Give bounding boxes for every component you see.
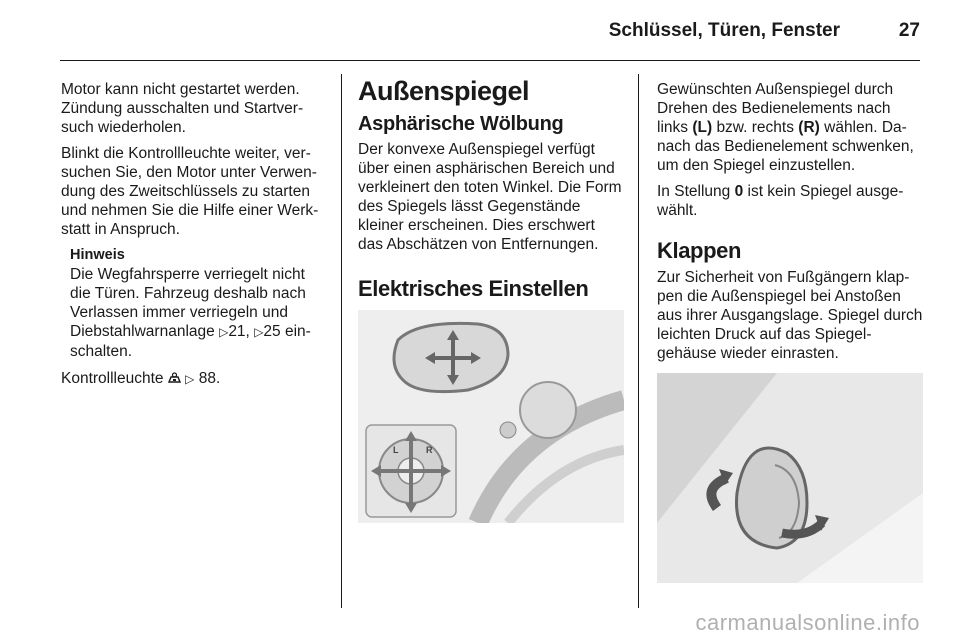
section-heading: Außenspiegel xyxy=(358,76,530,106)
note-title: Hinweis xyxy=(70,247,125,263)
reference-arrow-icon: ▷ xyxy=(254,325,264,339)
subsection-heading: Asphärische Wölbung xyxy=(358,113,564,135)
text-run: wählen. Danach das Bedienelement schwenken, um den Spiegel einzustellen. xyxy=(657,119,914,174)
page-reference[interactable]: 21, xyxy=(228,323,250,340)
reference-arrow-icon: ▷ xyxy=(185,372,195,386)
paragraph xyxy=(61,369,329,389)
watermark: carmanualsonline.info xyxy=(695,610,920,635)
knob-label-left: L xyxy=(393,445,399,455)
text-run: In Stellung xyxy=(657,183,731,200)
mirror-fold-illustration xyxy=(657,373,923,583)
reference-arrow-icon: ▷ xyxy=(219,325,229,339)
column-2 xyxy=(358,76,624,523)
text-run: Gewünschten Außenspiegel durch Drehen des Bedienelements nach links xyxy=(657,81,894,136)
text-run: ist kein Spiegel ausgewählt. xyxy=(657,183,904,219)
text-run-bold: (R) xyxy=(798,119,820,136)
knob-label-right: R xyxy=(426,445,433,455)
note-box xyxy=(70,246,329,361)
mirror-control-illustration xyxy=(358,310,624,523)
paragraph: Zur Sicherheit von Fußgängern klappen die Außenspiegel bei Anstoßen aus ihrer Ausgangslage. Spiegel durch leichten Druck auf das Spiegelgehäuse wieder einrasten. xyxy=(657,269,923,362)
paragraph xyxy=(657,80,923,175)
paragraph: Der konvexe Außenspiegel verfügt über einen asphärischen Bereich und verkleinert den toten Winkel. Die Form des Spiegels lässt Gegenstände kleiner erscheinen. Dies erschwert das Abschätzen von Entfernungen. xyxy=(358,141,622,253)
indicator-label: Kontrollleuchte xyxy=(61,370,164,387)
column-1 xyxy=(61,80,329,396)
paragraph xyxy=(657,182,923,220)
note-text-a: Die Wegfahrsperre verriegelt nicht die Türen. Fahrzeug deshalb nach Verlassen immer verriegeln und Diebstahlwarnanlage xyxy=(70,266,306,340)
page-reference[interactable]: 88. xyxy=(198,370,221,387)
paragraph: Blinkt die Kontrollleuchte weiter, versuchen Sie, den Motor unter Verwendung des Zweitschlüssels zu starten und nehmen Sie die Hilfe einer Werkstatt in Anspruch. xyxy=(61,145,319,238)
column-divider xyxy=(341,74,342,608)
subsection-heading: Klappen xyxy=(657,238,741,263)
text-run-bold: (L) xyxy=(692,119,713,136)
text-run-bold: 0 xyxy=(734,183,744,200)
header-title: Schlüssel, Türen, Fenster xyxy=(608,20,840,41)
column-divider xyxy=(638,74,639,608)
note-text xyxy=(70,265,329,361)
text-run: bzw. rechts xyxy=(716,119,794,136)
page-reference[interactable]: 25 einschalten. xyxy=(70,323,311,360)
paragraph: Motor kann nicht gestartet werden. Zündung ausschalten und Startversuch wiederholen. xyxy=(61,81,304,136)
subsection-heading: Elektrisches Einstellen xyxy=(358,276,589,301)
immobilizer-warning-icon xyxy=(168,372,181,384)
column-3 xyxy=(657,80,923,583)
header-rule xyxy=(60,60,920,61)
page-number: 27 xyxy=(898,20,920,41)
